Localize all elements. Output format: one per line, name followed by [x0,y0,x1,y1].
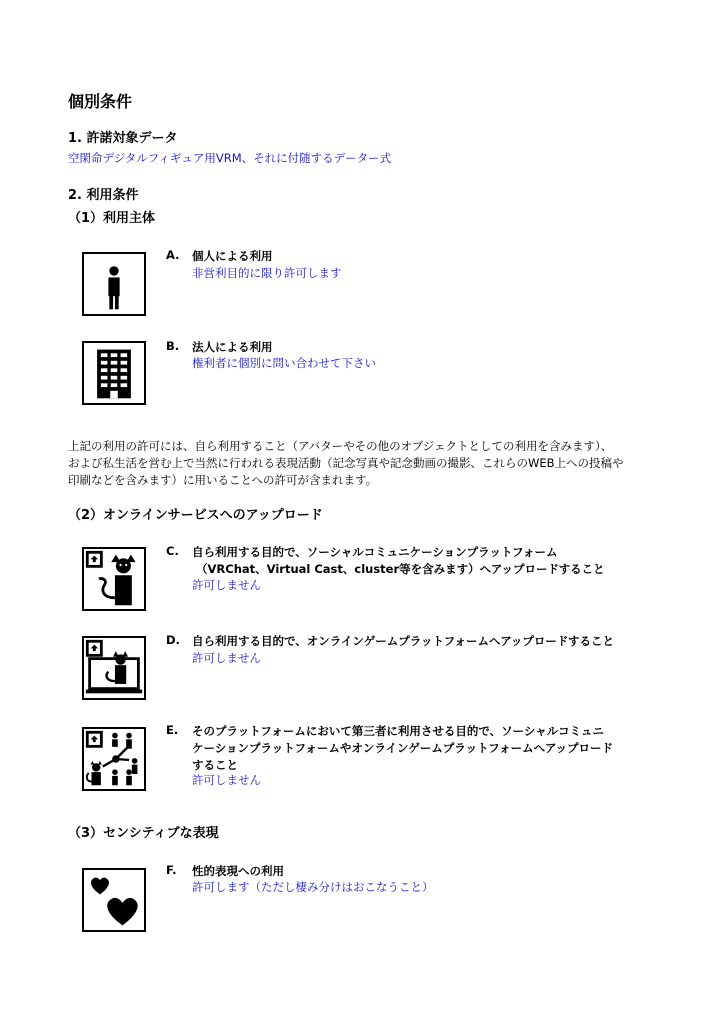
note-line: および私生活を営む上で当然に行われる表現活動（記念写真や記念動画の撮影、これらのWEB上への投稿や [68,456,624,470]
note-line: 上記の利用の許可には、自ら利用すること（アバターやその他のオブジェクトとしての利用を含みます）、 [68,439,613,453]
upload-avatar-icon [82,547,146,611]
item-title-social-upload [192,544,605,578]
item-title-line: （VRChat、Virtual Cast、cluster等を含みます）へアップロードすること [196,562,605,576]
hearts-icon [82,868,146,932]
item-letter: A. [166,248,180,262]
section-heading-licensed-data: 1. 許諾対象データ [68,131,178,146]
item-title-line: そのプラットフォームにおいて第三者に利用させる目的で、ソーシャルコミュニ [192,724,604,738]
section-heading-usage-conditions: 2. 利用条件 [68,188,139,203]
subsection-heading-user-type: （1）利用主体 [68,211,156,226]
page-title: 個別条件 [68,92,133,111]
item-letter: D. [166,633,180,647]
item-title-line: ケーションプラットフォームやオンラインゲームプラットフォームへアップロード [192,741,614,755]
item-title-third-party-upload [192,723,613,774]
item-title-line: すること [192,758,238,772]
item-letter: E. [166,723,179,737]
item-status-social-upload: 許可しません [192,578,261,592]
building-icon [82,341,146,405]
item-status-individual-use: 非営利目的に限り許可します [192,266,342,280]
subsection-heading-sensitive-expression: （3）センシティブな表現 [68,826,219,841]
item-title-corporate-use: 法人による利用 [192,340,273,354]
item-status-sexual-expression: 許可します（ただし棲み分けはおこなうこと） [192,880,434,894]
upload-game-icon [82,636,146,700]
item-title-individual-use: 個人による利用 [192,249,273,263]
note-line: 印刷などを含みます）に用いることへの許可が含まれます。 [68,473,378,487]
licensed-data-text: 空閑命デジタルフィギュア用VRM、それに付随するデーター式 [68,151,392,165]
subsection-heading-online-upload: （2）オンラインサービスへのアップロード [68,508,323,523]
item-status-game-upload: 許可しません [192,651,261,665]
item-title-game-upload [192,633,614,650]
permission-note [68,438,688,489]
item-title-line: 自ら利用する目的で、ソーシャルコミュニケーションプラットフォーム [192,545,558,559]
item-title-line: 自ら利用する目的で、オンラインゲームプラットフォームへアップロードすること [192,634,615,648]
upload-share-icon [82,727,146,791]
item-letter: B. [166,339,180,353]
person-icon [82,252,146,316]
item-letter: C. [166,544,179,558]
item-title-sexual-expression: 性的表現への利用 [192,864,284,878]
item-status-corporate-use: 権利者に個別に問い合わせて下さい [192,356,376,370]
item-status-third-party-upload: 許可しません [192,773,261,787]
item-letter: F. [166,863,177,877]
